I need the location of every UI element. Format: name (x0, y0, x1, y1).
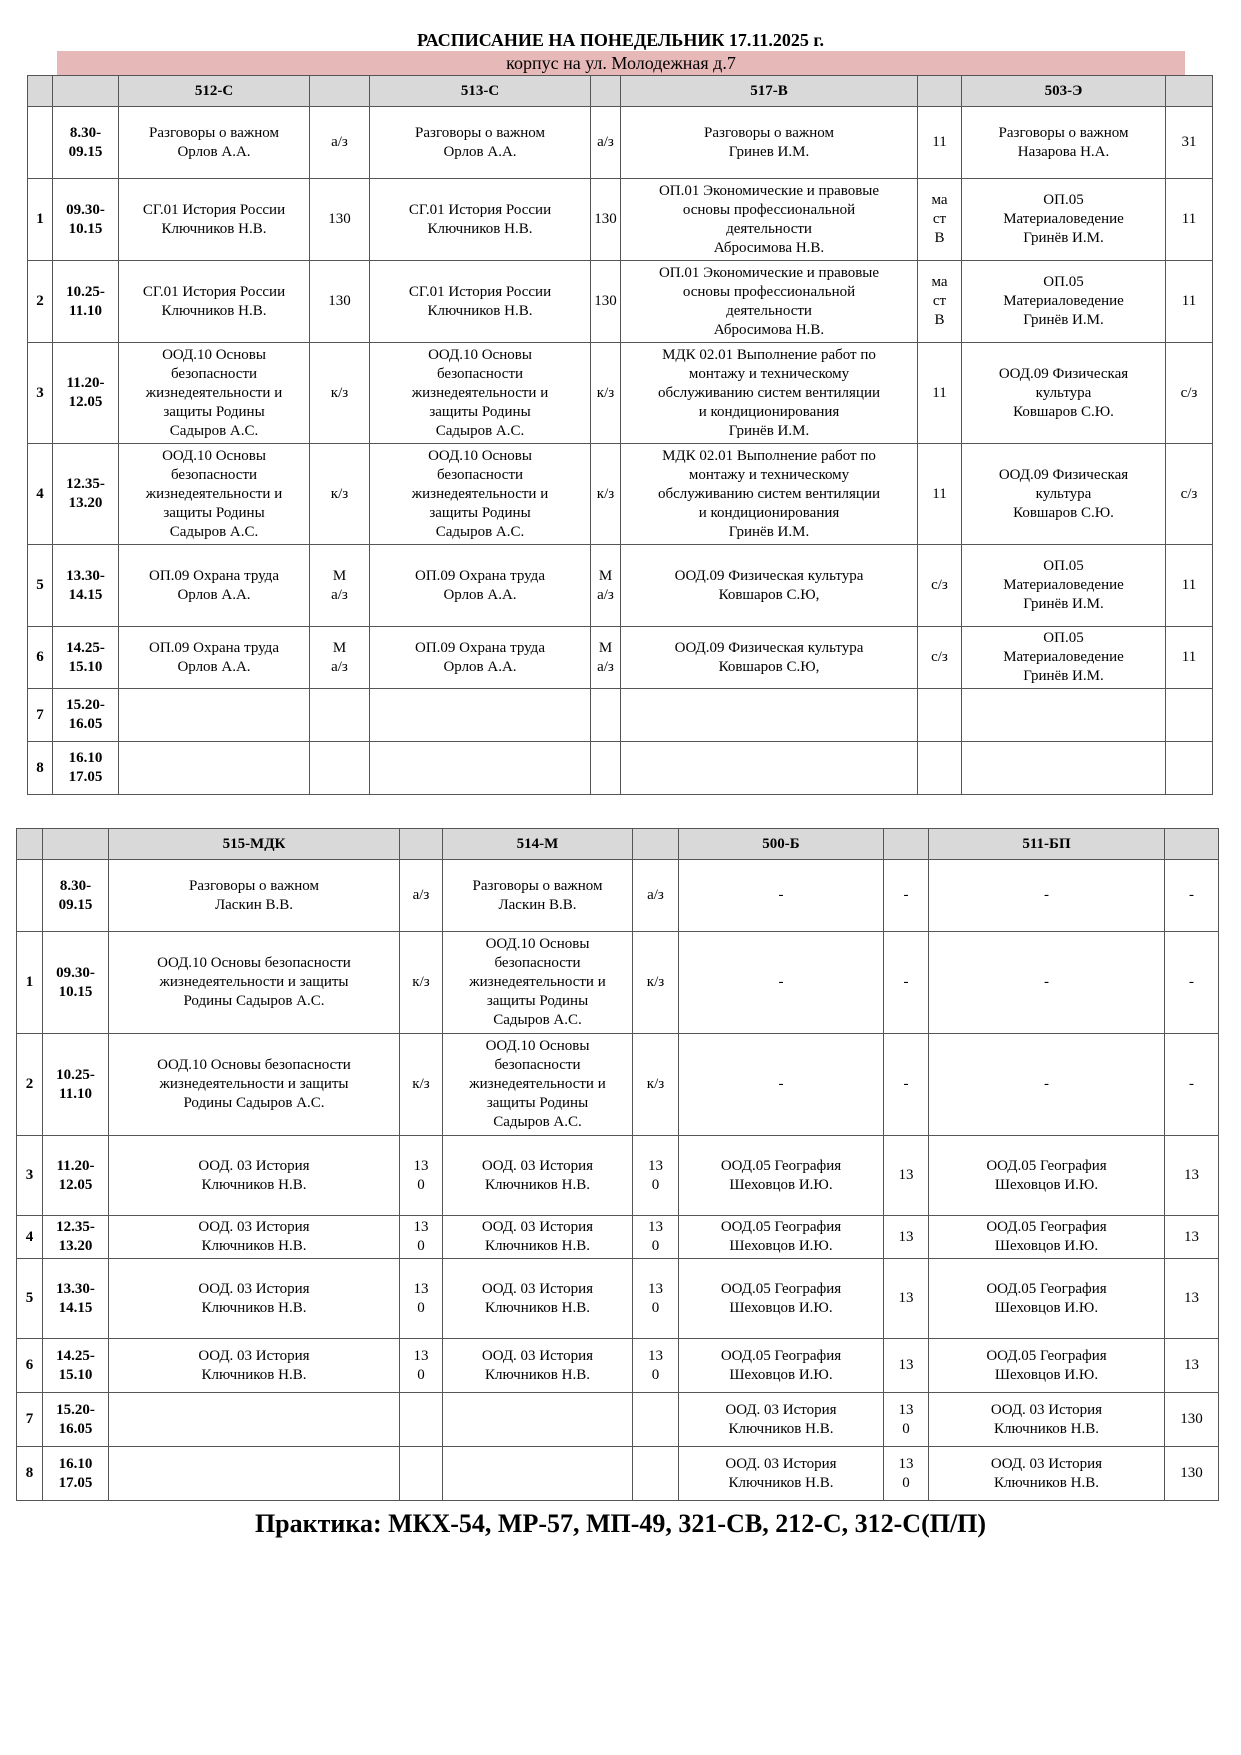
room-cell: М а/з (591, 627, 621, 689)
subject-cell (962, 742, 1166, 795)
room-cell: - (884, 860, 929, 932)
num-header (28, 76, 53, 107)
room-cell: 11 (918, 107, 962, 179)
room-header (1165, 829, 1219, 860)
subject-cell: Разговоры о важном Орлов А.А. (370, 107, 591, 179)
subject-cell: ООД.09 Физическая культура Ковшаров С.Ю, (621, 545, 918, 627)
lesson-time: 10.25- 11.10 (43, 1034, 109, 1136)
lesson-time: 16.10 17.05 (43, 1447, 109, 1501)
room-cell: ма ст В (918, 179, 962, 261)
lesson-row (17, 1447, 1219, 1501)
group-header: 517-В (621, 76, 918, 107)
room-cell (633, 1393, 679, 1447)
time-header (53, 76, 119, 107)
lesson-row (17, 1034, 1219, 1136)
subject-cell: ООД.10 Основы безопасности жизнедеятельности и защиты Родины Садыров А.С. (370, 343, 591, 444)
room-cell (1166, 742, 1213, 795)
room-cell: 13 0 (633, 1339, 679, 1393)
subject-cell: ООД. 03 История Ключников Н.В. (443, 1339, 633, 1393)
group-header: 514-М (443, 829, 633, 860)
group-header-row (28, 76, 1213, 107)
lesson-number: 6 (28, 627, 53, 689)
room-cell: 13 0 (884, 1447, 929, 1501)
lesson-row (28, 179, 1213, 261)
lesson-row (17, 1216, 1219, 1259)
room-cell: 130 (1165, 1393, 1219, 1447)
subject-cell: ООД. 03 История Ключников Н.В. (929, 1393, 1165, 1447)
lesson-number: 1 (17, 932, 43, 1034)
subject-cell: ООД.10 Основы безопасности жизнедеятельности и защиты Родины Садыров А.С. (109, 1034, 400, 1136)
room-header (918, 76, 962, 107)
room-cell: 130 (310, 261, 370, 343)
lesson-time: 11.20- 12.05 (53, 343, 119, 444)
subject-cell: ООД.05 География Шеховцов И.Ю. (929, 1216, 1165, 1259)
room-cell: с/з (1166, 343, 1213, 444)
schedule-table-1 (27, 75, 1213, 795)
lesson-row (28, 343, 1213, 444)
lesson-number: 4 (17, 1216, 43, 1259)
subject-cell: ОП.09 Охрана труда Орлов А.А. (370, 627, 591, 689)
room-cell: 13 (884, 1339, 929, 1393)
room-cell: 13 0 (400, 1259, 443, 1339)
subject-cell: ОП.09 Охрана труда Орлов А.А. (370, 545, 591, 627)
lesson-row (17, 1393, 1219, 1447)
room-cell: 11 (1166, 627, 1213, 689)
lesson-row (28, 742, 1213, 795)
lesson-time: 8.30- 09.15 (43, 860, 109, 932)
subject-cell (370, 689, 591, 742)
room-cell (918, 689, 962, 742)
room-cell: а/з (591, 107, 621, 179)
subject-cell: ООД.10 Основы безопасности жизнедеятельности и защиты Родины Садыров А.С. (119, 444, 310, 545)
subject-cell (962, 689, 1166, 742)
room-cell (400, 1447, 443, 1501)
room-cell: 13 (1165, 1136, 1219, 1216)
room-cell: 13 (1165, 1339, 1219, 1393)
group-header: 515-МДК (109, 829, 400, 860)
room-cell: с/з (918, 545, 962, 627)
room-cell: 13 (1165, 1259, 1219, 1339)
subject-cell: ООД.05 География Шеховцов И.Ю. (679, 1339, 884, 1393)
subject-cell (443, 1393, 633, 1447)
subject-cell: ОП.01 Экономические и правовые основы профессиональной деятельности Абросимова Н.В. (621, 261, 918, 343)
lesson-number: 5 (28, 545, 53, 627)
subject-cell: СГ.01 История России Ключников Н.В. (370, 179, 591, 261)
lesson-row (17, 860, 1219, 932)
lesson-number: 4 (28, 444, 53, 545)
room-cell: 130 (310, 179, 370, 261)
subject-cell (621, 689, 918, 742)
subject-cell: ООД. 03 История Ключников Н.В. (929, 1447, 1165, 1501)
room-cell: с/з (1166, 444, 1213, 545)
room-cell (591, 742, 621, 795)
room-cell: 13 0 (884, 1393, 929, 1447)
schedule-table-2 (16, 828, 1219, 1501)
subject-cell: СГ.01 История России Ключников Н.В. (119, 261, 310, 343)
subject-cell (109, 1393, 400, 1447)
lesson-number: 7 (17, 1393, 43, 1447)
room-cell: - (884, 932, 929, 1034)
lesson-row (28, 545, 1213, 627)
room-cell (400, 1393, 443, 1447)
subject-cell: ОП.05 Материаловедение Гринёв И.М. (962, 627, 1166, 689)
subject-cell: ООД.10 Основы безопасности жизнедеятельности и защиты Родины Садыров А.С. (109, 932, 400, 1034)
subject-cell: Разговоры о важном Назарова Н.А. (962, 107, 1166, 179)
lesson-time: 12.35- 13.20 (53, 444, 119, 545)
subject-cell: СГ.01 История России Ключников Н.В. (119, 179, 310, 261)
subject-cell: ООД.05 География Шеховцов И.Ю. (929, 1136, 1165, 1216)
page-title: РАСПИСАНИЕ НА ПОНЕДЕЛЬНИК 17.11.2025 г. (416, 30, 825, 50)
lesson-row (28, 689, 1213, 742)
lesson-time: 15.20- 16.05 (43, 1393, 109, 1447)
subject-cell: ООД.09 Физическая культура Ковшаров С.Ю. (962, 343, 1166, 444)
subject-cell: ООД.09 Физическая культура Ковшаров С.Ю, (621, 627, 918, 689)
num-header (17, 829, 43, 860)
room-cell: 13 (884, 1259, 929, 1339)
lesson-time: 15.20- 16.05 (53, 689, 119, 742)
group-header: 503-Э (962, 76, 1166, 107)
subject-cell: МДК 02.01 Выполнение работ по монтажу и техническому обслуживанию систем вентиляции и кондиционирования Гринёв И.М. (621, 343, 918, 444)
room-cell (633, 1447, 679, 1501)
lesson-row (28, 627, 1213, 689)
room-header (400, 829, 443, 860)
group-header: 500-Б (679, 829, 884, 860)
lesson-time: 12.35- 13.20 (43, 1216, 109, 1259)
group-header: 513-С (370, 76, 591, 107)
room-cell (310, 742, 370, 795)
room-cell: 13 0 (633, 1259, 679, 1339)
room-cell: с/з (918, 627, 962, 689)
subject-cell: - (679, 932, 884, 1034)
subject-cell (621, 742, 918, 795)
room-cell: М а/з (591, 545, 621, 627)
lesson-number: 2 (17, 1034, 43, 1136)
subject-cell (370, 742, 591, 795)
room-cell: 130 (1165, 1447, 1219, 1501)
room-cell: - (1165, 860, 1219, 932)
room-cell: а/з (310, 107, 370, 179)
room-cell: 13 0 (633, 1216, 679, 1259)
subject-cell: ОП.01 Экономические и правовые основы профессиональной деятельности Абросимова Н.В. (621, 179, 918, 261)
room-cell: 13 0 (400, 1136, 443, 1216)
subject-cell: ООД. 03 История Ключников Н.В. (443, 1136, 633, 1216)
subject-cell: ООД. 03 История Ключников Н.В. (109, 1136, 400, 1216)
room-header (591, 76, 621, 107)
subject-cell: Разговоры о важном Ласкин В.В. (109, 860, 400, 932)
room-cell: а/з (633, 860, 679, 932)
room-cell (591, 689, 621, 742)
subject-cell: Разговоры о важном Гринев И.М. (621, 107, 918, 179)
subject-cell: - (679, 860, 884, 932)
room-cell: к/з (310, 343, 370, 444)
room-cell (1166, 689, 1213, 742)
subject-cell: ООД.10 Основы безопасности жизнедеятельности и защиты Родины Садыров А.С. (443, 932, 633, 1034)
room-cell: 31 (1166, 107, 1213, 179)
lesson-number: 2 (28, 261, 53, 343)
room-cell: - (1165, 1034, 1219, 1136)
room-cell: 13 0 (400, 1339, 443, 1393)
lesson-number: 3 (28, 343, 53, 444)
subject-cell: ООД.05 География Шеховцов И.Ю. (929, 1259, 1165, 1339)
lesson-number: 8 (28, 742, 53, 795)
room-cell (310, 689, 370, 742)
lesson-row (28, 107, 1213, 179)
time-header (43, 829, 109, 860)
subject-cell: ООД.10 Основы безопасности жизнедеятельности и защиты Родины Садыров А.С. (443, 1034, 633, 1136)
room-cell: к/з (591, 343, 621, 444)
practice-note: Практика: МКХ-54, МР-57, МП-49, 321-СВ, 212-С, 312-С(П/П) (254, 1509, 987, 1538)
room-cell: 13 (884, 1136, 929, 1216)
subject-cell: ООД. 03 История Ключников Н.В. (109, 1259, 400, 1339)
subject-cell: ООД.05 География Шеховцов И.Ю. (679, 1216, 884, 1259)
subject-cell: ООД. 03 История Ключников Н.В. (443, 1259, 633, 1339)
group-header: 511-БП (929, 829, 1165, 860)
subject-cell: СГ.01 История России Ключников Н.В. (370, 261, 591, 343)
room-cell: М а/з (310, 627, 370, 689)
subject-cell: - (929, 860, 1165, 932)
room-cell: 130 (591, 261, 621, 343)
room-cell: 11 (918, 444, 962, 545)
lesson-number (28, 107, 53, 179)
lesson-row (17, 1136, 1219, 1216)
subject-cell: ООД. 03 История Ключников Н.В. (679, 1447, 884, 1501)
lesson-row (17, 932, 1219, 1034)
room-cell: к/з (633, 932, 679, 1034)
lesson-number: 1 (28, 179, 53, 261)
room-cell: к/з (400, 932, 443, 1034)
room-cell: к/з (400, 1034, 443, 1136)
room-cell: ма ст В (918, 261, 962, 343)
subject-cell (119, 689, 310, 742)
room-cell: к/з (633, 1034, 679, 1136)
room-cell: 13 (884, 1216, 929, 1259)
lesson-time: 14.25- 15.10 (43, 1339, 109, 1393)
subject-cell (109, 1447, 400, 1501)
subject-cell: ОП.09 Охрана труда Орлов А.А. (119, 627, 310, 689)
lesson-time: 8.30- 09.15 (53, 107, 119, 179)
room-cell: а/з (400, 860, 443, 932)
lesson-time: 09.30- 10.15 (53, 179, 119, 261)
subject-cell (443, 1447, 633, 1501)
subject-cell: ООД.05 География Шеховцов И.Ю. (679, 1136, 884, 1216)
lesson-number: 6 (17, 1339, 43, 1393)
group-header: 512-С (119, 76, 310, 107)
subject-cell: Разговоры о важном Орлов А.А. (119, 107, 310, 179)
room-cell: 11 (1166, 179, 1213, 261)
subject-cell: ООД. 03 История Ключников Н.В. (679, 1393, 884, 1447)
room-header (884, 829, 929, 860)
lesson-time: 11.20- 12.05 (43, 1136, 109, 1216)
lesson-row (28, 444, 1213, 545)
room-cell: 11 (1166, 545, 1213, 627)
lesson-time: 09.30- 10.15 (43, 932, 109, 1034)
subject-cell: - (929, 1034, 1165, 1136)
room-cell: к/з (591, 444, 621, 545)
subject-cell: ООД.10 Основы безопасности жизнедеятельности и защиты Родины Садыров А.С. (119, 343, 310, 444)
room-cell: - (1165, 932, 1219, 1034)
subject-cell: ООД.05 География Шеховцов И.Ю. (929, 1339, 1165, 1393)
room-cell: 13 0 (400, 1216, 443, 1259)
subject-cell: ООД.10 Основы безопасности жизнедеятельности и защиты Родины Садыров А.С. (370, 444, 591, 545)
lesson-time: 10.25- 11.10 (53, 261, 119, 343)
subject-cell: ООД. 03 История Ключников Н.В. (109, 1216, 400, 1259)
subject-cell: ООД. 03 История Ключников Н.В. (109, 1339, 400, 1393)
lesson-time: 16.10 17.05 (53, 742, 119, 795)
subject-cell: - (929, 932, 1165, 1034)
room-cell: 130 (591, 179, 621, 261)
lesson-number (17, 860, 43, 932)
lesson-number: 8 (17, 1447, 43, 1501)
room-cell: 13 0 (633, 1136, 679, 1216)
room-cell: 11 (1166, 261, 1213, 343)
subject-cell: ООД.05 География Шеховцов И.Ю. (679, 1259, 884, 1339)
lesson-row (17, 1259, 1219, 1339)
subject-cell: ООД. 03 История Ключников Н.В. (443, 1216, 633, 1259)
lesson-row (17, 1339, 1219, 1393)
lesson-number: 7 (28, 689, 53, 742)
room-header (310, 76, 370, 107)
room-cell: М а/з (310, 545, 370, 627)
room-cell: 11 (918, 343, 962, 444)
room-cell: к/з (310, 444, 370, 545)
subject-cell: ОП.09 Охрана труда Орлов А.А. (119, 545, 310, 627)
group-header-row (17, 829, 1219, 860)
room-header (633, 829, 679, 860)
subject-cell: ОП.05 Материаловедение Гринёв И.М. (962, 179, 1166, 261)
lesson-time: 13.30- 14.15 (43, 1259, 109, 1339)
building-subtitle: корпус на ул. Молодежная д.7 (57, 51, 1185, 75)
room-cell: - (884, 1034, 929, 1136)
subject-cell (119, 742, 310, 795)
subject-cell: ОП.05 Материаловедение Гринёв И.М. (962, 261, 1166, 343)
subject-cell: МДК 02.01 Выполнение работ по монтажу и техническому обслуживанию систем вентиляции и кондиционирования Гринёв И.М. (621, 444, 918, 545)
lesson-number: 5 (17, 1259, 43, 1339)
lesson-number: 3 (17, 1136, 43, 1216)
room-cell (918, 742, 962, 795)
room-cell: 13 (1165, 1216, 1219, 1259)
lesson-time: 13.30- 14.15 (53, 545, 119, 627)
subject-cell: - (679, 1034, 884, 1136)
subject-cell: ОП.05 Материаловедение Гринёв И.М. (962, 545, 1166, 627)
lesson-row (28, 261, 1213, 343)
subject-cell: ООД.09 Физическая культура Ковшаров С.Ю. (962, 444, 1166, 545)
lesson-time: 14.25- 15.10 (53, 627, 119, 689)
room-header (1166, 76, 1213, 107)
subject-cell: Разговоры о важном Ласкин В.В. (443, 860, 633, 932)
